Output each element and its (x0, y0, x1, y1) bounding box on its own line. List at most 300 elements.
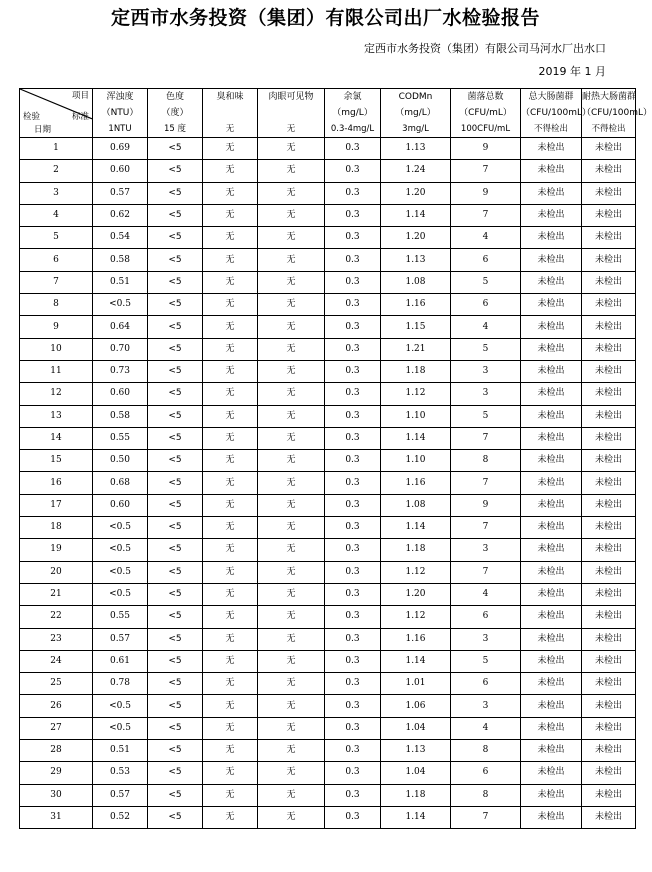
value-cell: <5 (148, 494, 203, 516)
day-cell: 24 (20, 650, 93, 672)
value-cell: <5 (148, 271, 203, 293)
day-cell: 2 (20, 160, 93, 182)
header-unit: （NTU） (101, 107, 139, 118)
value-cell: 0.52 (93, 806, 148, 828)
table-row (20, 271, 636, 293)
value-cell: 0.3 (325, 606, 381, 628)
value-cell: 1.08 (381, 494, 451, 516)
value-cell: 无 (203, 740, 258, 762)
value-cell: 3 (451, 360, 521, 382)
value-cell: <5 (148, 338, 203, 360)
value-cell: 1.10 (381, 450, 451, 472)
value-cell: 1.14 (381, 806, 451, 828)
value-cell: 无 (203, 405, 258, 427)
value-cell: 3 (451, 383, 521, 405)
value-cell: 未检出 (521, 405, 582, 427)
table-row (20, 650, 636, 672)
value-cell: 未检出 (582, 695, 636, 717)
value-cell: 1.18 (381, 360, 451, 382)
value-cell: 未检出 (582, 204, 636, 226)
value-cell: 未检出 (521, 450, 582, 472)
value-cell: 未检出 (521, 806, 582, 828)
value-cell: <5 (148, 784, 203, 806)
value-cell: 1.18 (381, 539, 451, 561)
value-cell: 0.73 (93, 360, 148, 382)
value-cell: 0.60 (93, 383, 148, 405)
value-cell: 未检出 (582, 583, 636, 605)
value-cell: 1.12 (381, 561, 451, 583)
value-cell: 无 (258, 606, 325, 628)
value-cell: <5 (148, 182, 203, 204)
header-standard: 1NTU (108, 123, 132, 134)
value-cell: 1.13 (381, 740, 451, 762)
value-cell: 未检出 (521, 294, 582, 316)
value-cell: 未检出 (521, 695, 582, 717)
value-cell: 未检出 (582, 606, 636, 628)
value-cell: 8 (451, 784, 521, 806)
header-cell (325, 89, 381, 138)
header-cell (93, 89, 148, 138)
value-cell: 无 (258, 784, 325, 806)
header-cell-stack (258, 91, 324, 135)
header-name: 余氯 (343, 92, 362, 102)
table-row (20, 316, 636, 338)
value-cell: 未检出 (582, 138, 636, 160)
inspection-table (19, 88, 652, 829)
value-cell: 7 (451, 160, 521, 182)
value-cell: 无 (258, 583, 325, 605)
day-cell: 14 (20, 427, 93, 449)
value-cell: 无 (258, 717, 325, 739)
day-cell: 20 (20, 561, 93, 583)
value-cell: 无 (258, 673, 325, 695)
value-cell: <5 (148, 138, 203, 160)
value-cell: 1.10 (381, 405, 451, 427)
value-cell: 无 (258, 316, 325, 338)
value-cell: 0.3 (325, 628, 381, 650)
header-unit: （度） (161, 107, 189, 118)
value-cell: 未检出 (582, 160, 636, 182)
value-cell: 无 (203, 360, 258, 382)
value-cell: <5 (148, 740, 203, 762)
value-cell: 1.16 (381, 628, 451, 650)
value-cell: 无 (203, 160, 258, 182)
header-cell-stack (203, 91, 257, 135)
value-cell: 未检出 (521, 583, 582, 605)
header-standard: 不得检出 (533, 123, 568, 134)
value-cell: 0.3 (325, 405, 381, 427)
value-cell: 无 (258, 405, 325, 427)
value-cell: 1.14 (381, 427, 451, 449)
value-cell: 未检出 (521, 427, 582, 449)
day-cell: 18 (20, 517, 93, 539)
value-cell: <5 (148, 762, 203, 784)
value-cell: <5 (148, 517, 203, 539)
table-row (20, 606, 636, 628)
value-cell: 0.57 (93, 182, 148, 204)
value-cell: 未检出 (521, 517, 582, 539)
value-cell: 0.62 (93, 204, 148, 226)
value-cell: 无 (203, 227, 258, 249)
value-cell: 未检出 (582, 450, 636, 472)
value-cell: <5 (148, 695, 203, 717)
table-row (20, 182, 636, 204)
value-cell: 1.12 (381, 606, 451, 628)
value-cell: 无 (258, 517, 325, 539)
day-cell: 16 (20, 472, 93, 494)
value-cell: 0.3 (325, 740, 381, 762)
day-cell: 22 (20, 606, 93, 628)
value-cell: 0.3 (325, 160, 381, 182)
value-cell: 1.24 (381, 160, 451, 182)
value-cell: 未检出 (582, 405, 636, 427)
value-cell: 无 (258, 204, 325, 226)
value-cell: 未检出 (582, 316, 636, 338)
value-cell: 无 (258, 539, 325, 561)
value-cell: 无 (203, 717, 258, 739)
header-cell-stack (521, 91, 592, 135)
value-cell: 7 (451, 561, 521, 583)
value-cell: 无 (203, 583, 258, 605)
value-cell: 无 (203, 472, 258, 494)
value-cell: 无 (203, 561, 258, 583)
value-cell: 未检出 (521, 650, 582, 672)
value-cell: 1.16 (381, 294, 451, 316)
value-cell: 无 (258, 695, 325, 717)
value-cell: 0.3 (325, 249, 381, 271)
value-cell: 未检出 (521, 494, 582, 516)
day-cell: 19 (20, 539, 93, 561)
value-cell: 无 (203, 338, 258, 360)
value-cell: 1.21 (381, 338, 451, 360)
value-cell: 未检出 (521, 271, 582, 293)
value-cell: 1.04 (381, 762, 451, 784)
value-cell: 0.57 (93, 784, 148, 806)
header-cell (521, 89, 592, 138)
value-cell: 1.13 (381, 249, 451, 271)
value-cell: 0.78 (93, 673, 148, 695)
value-cell: 3 (451, 628, 521, 650)
value-cell: 未检出 (582, 271, 636, 293)
value-cell: 4 (451, 583, 521, 605)
value-cell: <5 (148, 204, 203, 226)
value-cell: 无 (258, 227, 325, 249)
day-cell: 8 (20, 294, 93, 316)
value-cell: 0.3 (325, 450, 381, 472)
value-cell: <5 (148, 561, 203, 583)
value-cell: 0.51 (93, 271, 148, 293)
value-cell: 0.3 (325, 717, 381, 739)
value-cell: 未检出 (582, 717, 636, 739)
day-cell: 15 (20, 450, 93, 472)
value-cell: 未检出 (521, 204, 582, 226)
value-cell: 无 (258, 294, 325, 316)
value-cell: <5 (148, 717, 203, 739)
value-cell: 0.70 (93, 338, 148, 360)
value-cell: 无 (203, 450, 258, 472)
header-name: 耐热大肠菌群 (582, 92, 637, 102)
day-cell: 6 (20, 249, 93, 271)
corner-item-label: 项目 (71, 91, 89, 101)
value-cell: 1.16 (381, 472, 451, 494)
value-cell: 9 (451, 182, 521, 204)
value-cell: 1.18 (381, 784, 451, 806)
value-cell: 无 (203, 316, 258, 338)
value-cell: 0.53 (93, 762, 148, 784)
value-cell: 0.3 (325, 762, 381, 784)
value-cell: 未检出 (582, 383, 636, 405)
value-cell: 无 (258, 160, 325, 182)
value-cell: 0.3 (325, 494, 381, 516)
table-header-row (20, 89, 636, 138)
value-cell: 0.3 (325, 138, 381, 160)
value-cell: 未检出 (521, 539, 582, 561)
value-cell: 无 (258, 138, 325, 160)
value-cell: 无 (203, 271, 258, 293)
value-cell: 0.3 (325, 294, 381, 316)
day-cell: 1 (20, 138, 93, 160)
value-cell: <5 (148, 650, 203, 672)
value-cell: 4 (451, 227, 521, 249)
value-cell: <5 (148, 294, 203, 316)
value-cell: 7 (451, 427, 521, 449)
value-cell: 0.64 (93, 316, 148, 338)
value-cell: 无 (258, 494, 325, 516)
value-cell: 无 (258, 249, 325, 271)
value-cell: 无 (203, 762, 258, 784)
value-cell: 无 (258, 427, 325, 449)
value-cell: 1.12 (381, 383, 451, 405)
header-cell-stack (451, 91, 520, 135)
value-cell: 无 (258, 650, 325, 672)
table-row (20, 784, 636, 806)
table-row (20, 762, 636, 784)
value-cell: 未检出 (521, 628, 582, 650)
value-cell: 0.3 (325, 650, 381, 672)
value-cell: 1.20 (381, 583, 451, 605)
value-cell: 未检出 (521, 160, 582, 182)
header-standard: 无 (225, 123, 235, 134)
header-unit: （mg/L） (395, 107, 436, 118)
value-cell: 0.3 (325, 427, 381, 449)
value-cell: 未检出 (582, 494, 636, 516)
value-cell: 无 (203, 606, 258, 628)
value-cell: 无 (258, 338, 325, 360)
value-cell: 0.51 (93, 740, 148, 762)
value-cell: 1.14 (381, 517, 451, 539)
value-cell: 0.3 (325, 673, 381, 695)
table-row (20, 517, 636, 539)
header-unit: （CFU/100mL） (582, 107, 652, 118)
value-cell: 7 (451, 806, 521, 828)
value-cell: 0.3 (325, 383, 381, 405)
value-cell: <5 (148, 405, 203, 427)
value-cell: 未检出 (521, 138, 582, 160)
value-cell: 0.3 (325, 182, 381, 204)
value-cell: 0.50 (93, 450, 148, 472)
header-cell (258, 89, 325, 138)
value-cell: 0.3 (325, 360, 381, 382)
value-cell: 无 (203, 204, 258, 226)
value-cell: <5 (148, 316, 203, 338)
value-cell: 0.3 (325, 517, 381, 539)
value-cell: 6 (451, 294, 521, 316)
value-cell: 未检出 (521, 316, 582, 338)
value-cell: 无 (203, 650, 258, 672)
value-cell: 0.61 (93, 650, 148, 672)
value-cell: 4 (451, 717, 521, 739)
table-row (20, 138, 636, 160)
report-title: 定西市水务投资（集团）有限公司出厂水检验报告 (110, 7, 540, 29)
value-cell: 5 (451, 405, 521, 427)
header-name: 肉眼可见物 (268, 92, 314, 102)
value-cell: 无 (203, 427, 258, 449)
value-cell: 0.54 (93, 227, 148, 249)
value-cell: 0.3 (325, 583, 381, 605)
value-cell: 1.04 (381, 717, 451, 739)
header-standard: 无 (286, 123, 296, 134)
value-cell: <5 (148, 472, 203, 494)
table-row (20, 583, 636, 605)
day-cell: 5 (20, 227, 93, 249)
corner-standard-label: 标准 (71, 112, 89, 122)
day-cell: 30 (20, 784, 93, 806)
value-cell: 未检出 (582, 227, 636, 249)
table-row (20, 673, 636, 695)
day-cell: 12 (20, 383, 93, 405)
value-cell: 无 (258, 628, 325, 650)
day-cell: 17 (20, 494, 93, 516)
value-cell: 8 (451, 740, 521, 762)
value-cell: 1.06 (381, 695, 451, 717)
value-cell: <5 (148, 360, 203, 382)
value-cell: 未检出 (521, 338, 582, 360)
value-cell: 无 (258, 561, 325, 583)
corner-inspect-label: 检验 (23, 112, 41, 122)
value-cell: 无 (203, 628, 258, 650)
value-cell: 无 (258, 383, 325, 405)
value-cell: 无 (203, 517, 258, 539)
day-cell: 31 (20, 806, 93, 828)
value-cell: 0.3 (325, 227, 381, 249)
value-cell: <5 (148, 160, 203, 182)
value-cell: <0.5 (93, 717, 148, 739)
value-cell: 9 (451, 138, 521, 160)
header-cell-stack (93, 91, 147, 135)
table-row (20, 383, 636, 405)
value-cell: 1.08 (381, 271, 451, 293)
value-cell: 0.3 (325, 806, 381, 828)
value-cell: 7 (451, 472, 521, 494)
table-row (20, 427, 636, 449)
report-subtitle: 定西市水务投资（集团）有限公司马河水厂出水口 (364, 42, 606, 55)
table-row (20, 740, 636, 762)
table-row (20, 695, 636, 717)
value-cell: 未检出 (582, 539, 636, 561)
day-cell: 4 (20, 204, 93, 226)
header-name: 菌落总数 (467, 92, 504, 102)
value-cell: <5 (148, 383, 203, 405)
value-cell: 无 (203, 182, 258, 204)
day-cell: 28 (20, 740, 93, 762)
value-cell: 无 (258, 360, 325, 382)
day-cell: 13 (20, 405, 93, 427)
value-cell: 无 (203, 695, 258, 717)
value-cell: 无 (258, 762, 325, 784)
value-cell: 0.60 (93, 160, 148, 182)
value-cell: 0.58 (93, 249, 148, 271)
header-standard: 100CFU/mL (460, 123, 511, 134)
value-cell: 未检出 (521, 249, 582, 271)
table-row (20, 360, 636, 382)
value-cell: 未检出 (582, 427, 636, 449)
value-cell: 未检出 (582, 360, 636, 382)
table-row (20, 249, 636, 271)
value-cell: <5 (148, 227, 203, 249)
value-cell: 5 (451, 271, 521, 293)
value-cell: 无 (203, 673, 258, 695)
value-cell: <0.5 (93, 561, 148, 583)
day-cell: 27 (20, 717, 93, 739)
value-cell: 6 (451, 249, 521, 271)
value-cell: 未检出 (521, 182, 582, 204)
value-cell: <0.5 (93, 695, 148, 717)
value-cell: 未检出 (582, 561, 636, 583)
header-unit: （CFU/mL） (459, 107, 512, 118)
value-cell: 无 (203, 249, 258, 271)
header-name: 色度 (165, 92, 184, 102)
corner-date-label: 日期 (34, 124, 52, 135)
header-name: 总大肠菌群 (528, 92, 574, 102)
value-cell: 0.57 (93, 628, 148, 650)
table-row (20, 494, 636, 516)
value-cell: 5 (451, 650, 521, 672)
day-cell: 3 (20, 182, 93, 204)
table-row (20, 338, 636, 360)
table-row (20, 294, 636, 316)
day-cell: 7 (20, 271, 93, 293)
value-cell: 未检出 (521, 472, 582, 494)
table-row (20, 539, 636, 561)
value-cell: 未检出 (582, 650, 636, 672)
value-cell: 无 (203, 494, 258, 516)
value-cell: 未检出 (582, 762, 636, 784)
value-cell: 1.13 (381, 138, 451, 160)
value-cell: 1.20 (381, 227, 451, 249)
header-name: 浑浊度 (106, 92, 134, 102)
header-cell (203, 89, 258, 138)
value-cell: 未检出 (521, 383, 582, 405)
value-cell: 未检出 (582, 517, 636, 539)
value-cell: 0.55 (93, 427, 148, 449)
value-cell: 无 (258, 450, 325, 472)
value-cell: 无 (203, 539, 258, 561)
value-cell: 无 (258, 472, 325, 494)
table-row (20, 472, 636, 494)
day-cell: 9 (20, 316, 93, 338)
day-cell: 25 (20, 673, 93, 695)
value-cell: <5 (148, 450, 203, 472)
header-cell (582, 89, 652, 138)
value-cell: 无 (258, 740, 325, 762)
value-cell: 未检出 (521, 606, 582, 628)
header-cell-stack (148, 91, 202, 135)
day-cell: 21 (20, 583, 93, 605)
value-cell: 未检出 (521, 227, 582, 249)
header-cell (451, 89, 521, 138)
value-cell: 未检出 (582, 673, 636, 695)
value-cell: 0.3 (325, 316, 381, 338)
